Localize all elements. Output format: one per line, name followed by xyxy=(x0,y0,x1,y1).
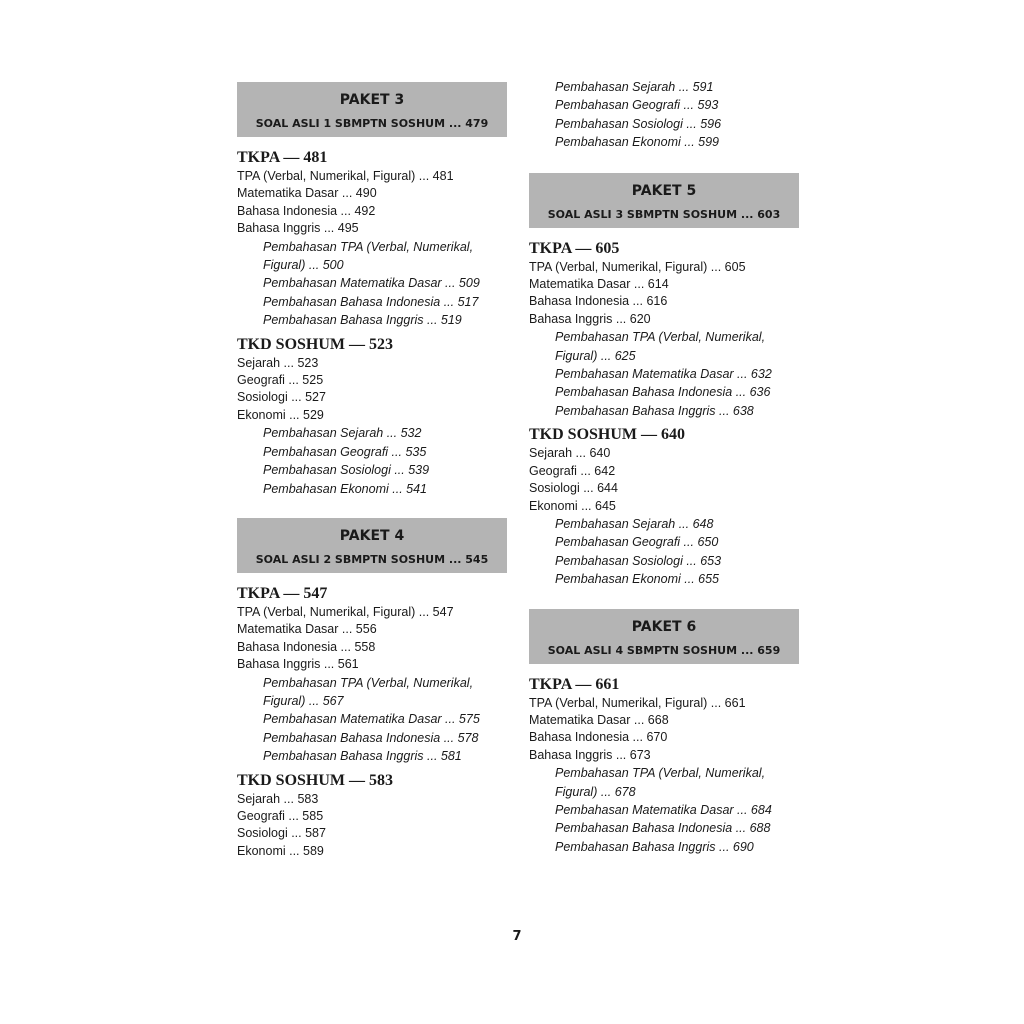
toc-entry: Bahasa Indonesia ... 558 xyxy=(237,639,376,654)
toc-entry: Ekonomi ... 589 xyxy=(237,843,324,858)
toc-subentry: Pembahasan TPA (Verbal, Numerikal, Figural) ... 625 xyxy=(555,330,766,363)
toc-subentry: Pembahasan Matematika Dasar ... 684 xyxy=(555,802,772,817)
toc-entry: TPA (Verbal, Numerikal, Figural) ... 481 xyxy=(237,169,454,183)
toc-subentry: Pembahasan Matematika Dasar ... 509 xyxy=(263,276,480,291)
toc-subentry: Pembahasan Geografi ... 535 xyxy=(263,444,427,459)
toc-entry: Bahasa Inggris ... 561 xyxy=(237,657,359,672)
paket-subtitle: SOAL ASLI 3 SBMPTN SOSHUM ... 603 xyxy=(547,207,781,221)
section-heading: TKD SOSHUM — 523 xyxy=(237,335,394,353)
toc-entry: Bahasa Indonesia ... 492 xyxy=(237,203,376,218)
toc-entry: Bahasa Inggris ... 620 xyxy=(529,311,651,326)
toc-entry: Matematika Dasar ... 614 xyxy=(529,277,669,292)
paket-6-header xyxy=(529,609,799,664)
toc-subentry: Pembahasan Matematika Dasar ... 632 xyxy=(555,367,772,382)
toc-entry: Matematika Dasar ... 668 xyxy=(529,712,669,727)
section-heading: TKPA — 605 xyxy=(529,239,620,257)
toc-subentry: Pembahasan Ekonomi ... 599 xyxy=(555,135,719,150)
toc-subentry: Pembahasan Sosiologi ... 653 xyxy=(555,553,722,568)
toc-entry: Sosiologi ... 527 xyxy=(237,390,326,405)
toc-entry: Geografi ... 525 xyxy=(237,373,324,388)
toc-subentry: Pembahasan Bahasa Indonesia ... 578 xyxy=(263,730,479,745)
paket-5-header xyxy=(529,173,799,228)
toc-entry: Ekonomi ... 529 xyxy=(237,407,324,422)
section-heading: TKPA — 661 xyxy=(529,675,620,693)
toc-subentry: Pembahasan Sejarah ... 532 xyxy=(263,426,422,441)
toc-subentry: Pembahasan Sejarah ... 591 xyxy=(555,80,714,94)
toc-entry: Sejarah ... 640 xyxy=(529,446,611,461)
toc-entry: Matematika Dasar ... 556 xyxy=(237,622,377,637)
paket-title: PAKET 3 xyxy=(339,92,405,108)
section-heading: TKPA — 481 xyxy=(237,149,328,166)
toc-subentry: Pembahasan Ekonomi ... 541 xyxy=(263,481,427,496)
toc-entry: Sejarah ... 523 xyxy=(237,355,319,370)
paket-subtitle: SOAL ASLI 1 SBMPTN SOSHUM ... 479 xyxy=(255,117,489,130)
toc-subentry: Pembahasan Sosiologi ... 539 xyxy=(263,463,430,478)
toc-entry: Sejarah ... 583 xyxy=(237,791,319,806)
paket-subtitle: SOAL ASLI 2 SBMPTN SOSHUM ... 545 xyxy=(255,552,489,566)
paket-title: PAKET 4 xyxy=(339,527,405,544)
left-column xyxy=(237,82,507,860)
toc-entry: TPA (Verbal, Numerikal, Figural) ... 661 xyxy=(529,695,746,710)
toc-entry: TPA (Verbal, Numerikal, Figural) ... 605 xyxy=(529,259,746,274)
toc-subentry: Pembahasan TPA (Verbal, Numerikal, Figural) ... 567 xyxy=(263,675,474,708)
toc-subentry: Pembahasan Ekonomi ... 655 xyxy=(555,572,719,587)
toc-entry: Ekonomi ... 645 xyxy=(529,498,616,513)
paket-title: PAKET 6 xyxy=(631,618,697,635)
toc-subentry: Pembahasan TPA (Verbal, Numerikal, Figural) ... 500 xyxy=(263,239,474,273)
page-number: 7 xyxy=(512,929,522,944)
toc-subentry: Pembahasan Sosiologi ... 596 xyxy=(555,116,722,131)
toc-subentry: Pembahasan TPA (Verbal, Numerikal, Figural) ... 678 xyxy=(555,766,766,799)
toc-entry: Geografi ... 585 xyxy=(237,808,324,823)
toc-subentry: Pembahasan Matematika Dasar ... 575 xyxy=(263,712,480,727)
toc-entry: Bahasa Inggris ... 495 xyxy=(237,221,359,236)
paket-4-header xyxy=(237,518,507,573)
toc-entry: TPA (Verbal, Numerikal, Figural) ... 547 xyxy=(237,604,454,619)
right-column xyxy=(529,78,799,856)
toc-entry: Matematika Dasar ... 490 xyxy=(237,186,377,201)
section-heading: TKD SOSHUM — 640 xyxy=(529,426,686,444)
toc-subentry: Pembahasan Bahasa Inggris ... 581 xyxy=(263,749,462,764)
toc-subentry: Pembahasan Geografi ... 650 xyxy=(555,535,719,550)
toc-subentry: Pembahasan Bahasa Indonesia ... 636 xyxy=(555,385,771,400)
toc-entry: Sosiologi ... 644 xyxy=(529,481,618,496)
toc-subentry: Pembahasan Bahasa Inggris ... 638 xyxy=(555,403,754,418)
section-heading: TKD SOSHUM — 583 xyxy=(237,771,394,789)
toc-entry: Geografi ... 642 xyxy=(529,463,616,478)
toc-subentry: Pembahasan Bahasa Indonesia ... 688 xyxy=(555,821,771,836)
paket-title: PAKET 5 xyxy=(631,182,697,199)
section-heading: TKPA — 547 xyxy=(237,584,328,602)
toc-subentry: Pembahasan Sejarah ... 648 xyxy=(555,516,714,531)
paket-subtitle: SOAL ASLI 4 SBMPTN SOSHUM ... 659 xyxy=(547,643,781,657)
toc-entry: Bahasa Inggris ... 673 xyxy=(529,747,651,762)
toc-subentry: Pembahasan Bahasa Inggris ... 690 xyxy=(555,839,754,854)
toc-entry: Bahasa Indonesia ... 616 xyxy=(529,294,668,309)
toc-entry: Sosiologi ... 587 xyxy=(237,826,326,841)
toc-subentry: Pembahasan Bahasa Indonesia ... 517 xyxy=(263,294,479,309)
toc-entry: Bahasa Indonesia ... 670 xyxy=(529,730,668,745)
toc-subentry: Pembahasan Geografi ... 593 xyxy=(555,98,719,113)
toc-subentry: Pembahasan Bahasa Inggris ... 519 xyxy=(263,313,462,328)
paket-3-header xyxy=(237,82,507,137)
